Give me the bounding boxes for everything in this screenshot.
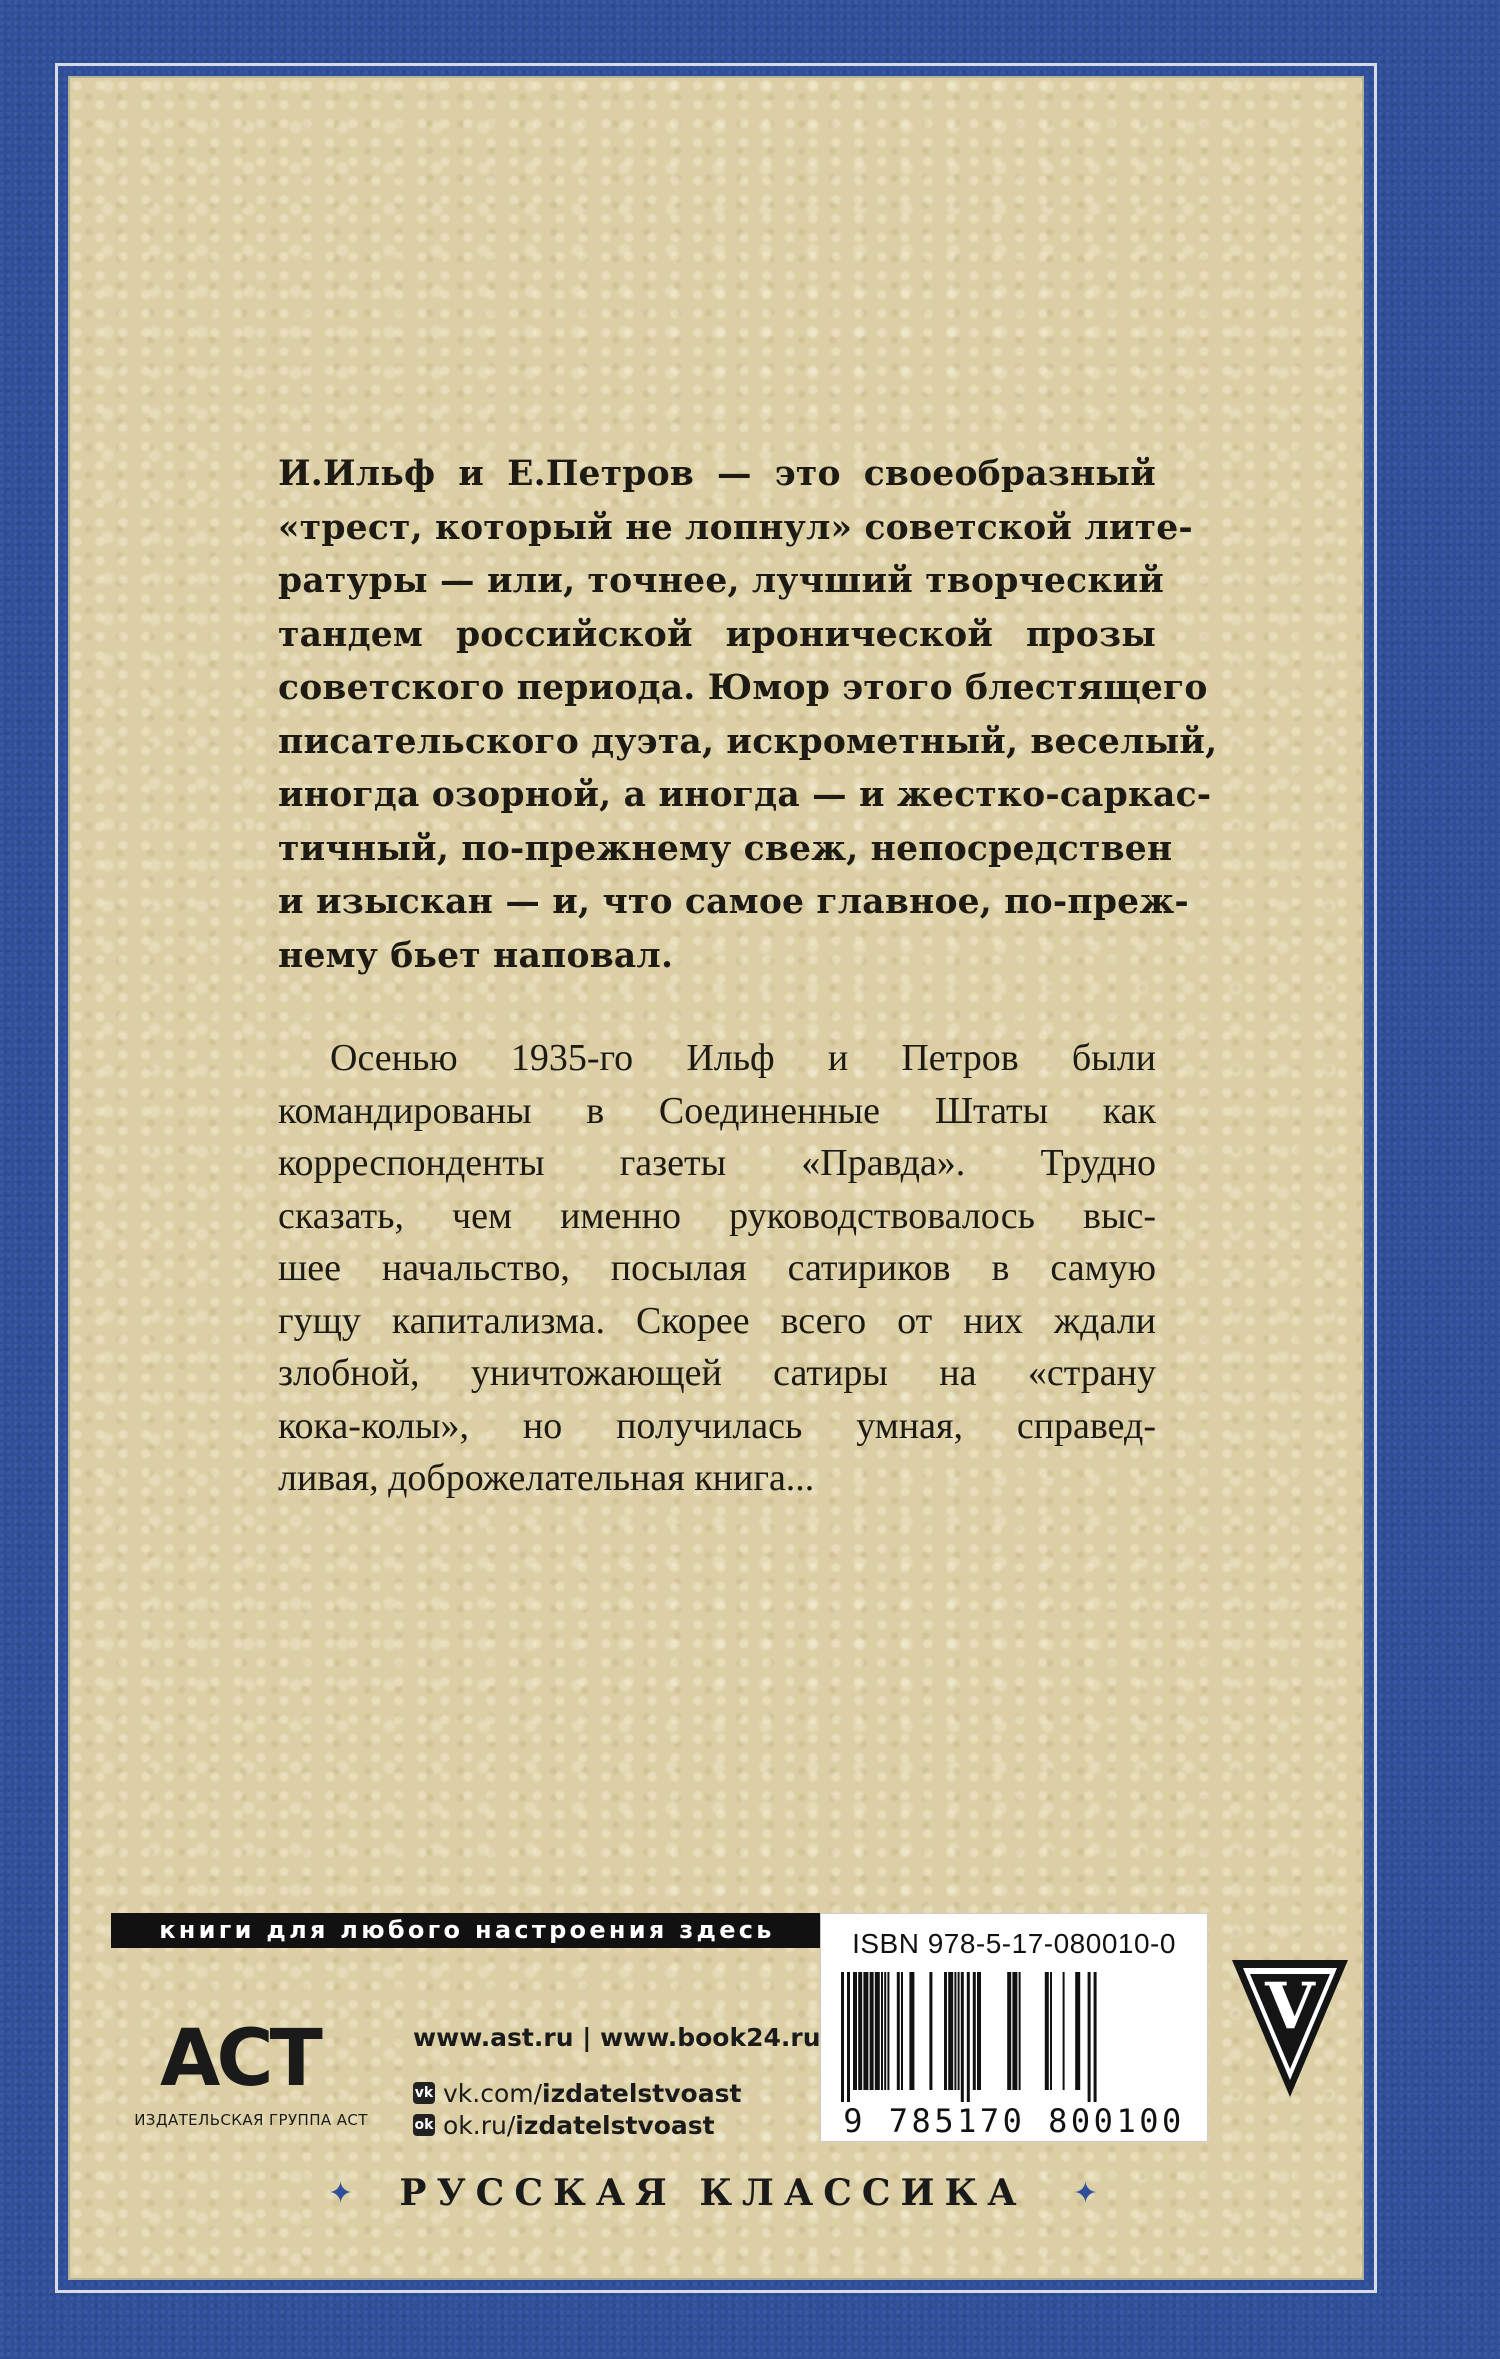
barcode-bar xyxy=(948,1972,953,2090)
text-line: гущу капитализма. Скорее всего от них ждали xyxy=(278,1299,1156,1342)
barcode-bar xyxy=(961,1972,964,2102)
publisher-name: ИЗДАТЕЛЬСКАЯ ГРУППА АСТ xyxy=(134,2111,368,2129)
barcode-bar xyxy=(944,1972,947,2090)
barcode-bar xyxy=(881,1972,883,2090)
text-line: И.Ильф и Е.Петров — это своеобразный xyxy=(278,454,1156,494)
series-v-letter: V xyxy=(1265,1969,1315,2044)
barcode-bar xyxy=(973,1972,976,2090)
ast-logo-text: ACT xyxy=(160,2014,319,2102)
text-line: советского периода. Юмор этого блестящего xyxy=(278,668,1208,708)
barcode-bar xyxy=(853,1972,857,2090)
ornament-left-icon: ✦ xyxy=(328,2175,354,2211)
text-line: тандем российской иронической прозы xyxy=(278,614,1156,655)
isbn-barcode xyxy=(820,1913,1208,2142)
vk-prefix: vk.com/ xyxy=(443,2078,543,2108)
barcode-bar xyxy=(977,1972,981,2090)
ok-handle: izdatelstvoast xyxy=(515,2110,715,2140)
vk-link xyxy=(413,2078,741,2108)
barcode-bar xyxy=(1050,1972,1052,2090)
vk-icon: vk xyxy=(413,2082,435,2104)
barcode-bar xyxy=(841,1972,844,2102)
text-line: сказать, чем именно руководствовалось выс- xyxy=(278,1194,1156,1237)
ok-prefix: ok.ru/ xyxy=(443,2110,516,2140)
barcode-bar xyxy=(1063,1972,1065,2090)
text-line: иногда озорной, а иногда — и жестко-саркас- xyxy=(278,775,1212,815)
barcode-bar xyxy=(1019,1972,1021,2090)
barcode-bar xyxy=(897,1972,900,2090)
series-v-logo xyxy=(1228,1956,1352,2101)
barcode-bar xyxy=(1045,1972,1049,2090)
text-line: ливая, доброжелательная книга... xyxy=(278,1457,815,1499)
barcode-bar xyxy=(847,1972,850,2102)
barcode-bar xyxy=(1075,1972,1080,2090)
barcode-bar xyxy=(901,1972,903,2090)
series-title: РУССКАЯ КЛАССИКА xyxy=(399,2172,1027,2214)
ornament-right-icon: ✦ xyxy=(1072,2175,1098,2211)
annotation-paragraph xyxy=(278,1032,1156,1505)
barcode-bar xyxy=(1088,1972,1091,2102)
barcode-bar xyxy=(1094,1972,1097,2102)
text-line: «трест, который не лопнул» советской лите- xyxy=(278,507,1193,548)
barcode-bar xyxy=(954,1972,956,2090)
barcode-bar xyxy=(967,1972,970,2102)
ast-logo xyxy=(156,1987,356,2102)
isbn-number: ISBN 978-5-17-080010-0 xyxy=(852,1928,1176,1959)
text-line: шее начальство, посылая сатириков в самую xyxy=(278,1247,1156,1289)
ok-link xyxy=(413,2110,715,2140)
slogan-banner: книги для любого настроения здесь xyxy=(111,1913,823,1948)
barcode-bar xyxy=(909,1972,914,2090)
text-line: корреспонденты газеты «Правда». Трудно xyxy=(278,1142,1156,1184)
barcode-bar xyxy=(863,1972,868,2090)
description-paragraph xyxy=(278,448,1218,983)
barcode-bars xyxy=(837,1972,1193,2102)
barcode-bar xyxy=(1012,1972,1017,2090)
barcode-bar xyxy=(875,1972,880,2090)
ok-icon: ok xyxy=(413,2114,435,2136)
vk-handle: izdatelstvoast xyxy=(542,2078,742,2108)
text-line: нему бьет наповал. xyxy=(278,935,674,976)
text-line: командированы в Соединенные Штаты как xyxy=(278,1089,1156,1132)
text-line: и изыскан — и, что самое главное, по-преж- xyxy=(278,882,1189,922)
barcode-bar xyxy=(1007,1972,1011,2090)
barcode-bar xyxy=(884,1972,886,2090)
barcode-bar xyxy=(870,1972,874,2090)
text-line: Осенью 1935-го Ильф и Петров были xyxy=(330,1037,1156,1079)
barcode-bar xyxy=(887,1972,889,2090)
text-line: злобной, уничтожающей сатиры на «страну xyxy=(278,1352,1156,1394)
series-line xyxy=(328,2168,1098,2218)
publisher-websites: www.ast.ru | www.book24.ru xyxy=(413,2023,821,2052)
text-line: кока-колы», но получилась умная, справед- xyxy=(278,1404,1156,1447)
text-line: писательского дуэта, искрометный, веселый, xyxy=(278,721,1218,762)
text-line: тичный, по-прежнему свеж, непосредствен xyxy=(278,828,1173,869)
barcode-digits: 9 785170 800100 xyxy=(843,2102,1185,2140)
barcode-bar xyxy=(858,1972,862,2090)
barcode-bar xyxy=(929,1972,932,2090)
text-line: ратуры — или, точнее, лучший творческий xyxy=(278,561,1165,601)
barcode-bar xyxy=(958,1972,960,2090)
